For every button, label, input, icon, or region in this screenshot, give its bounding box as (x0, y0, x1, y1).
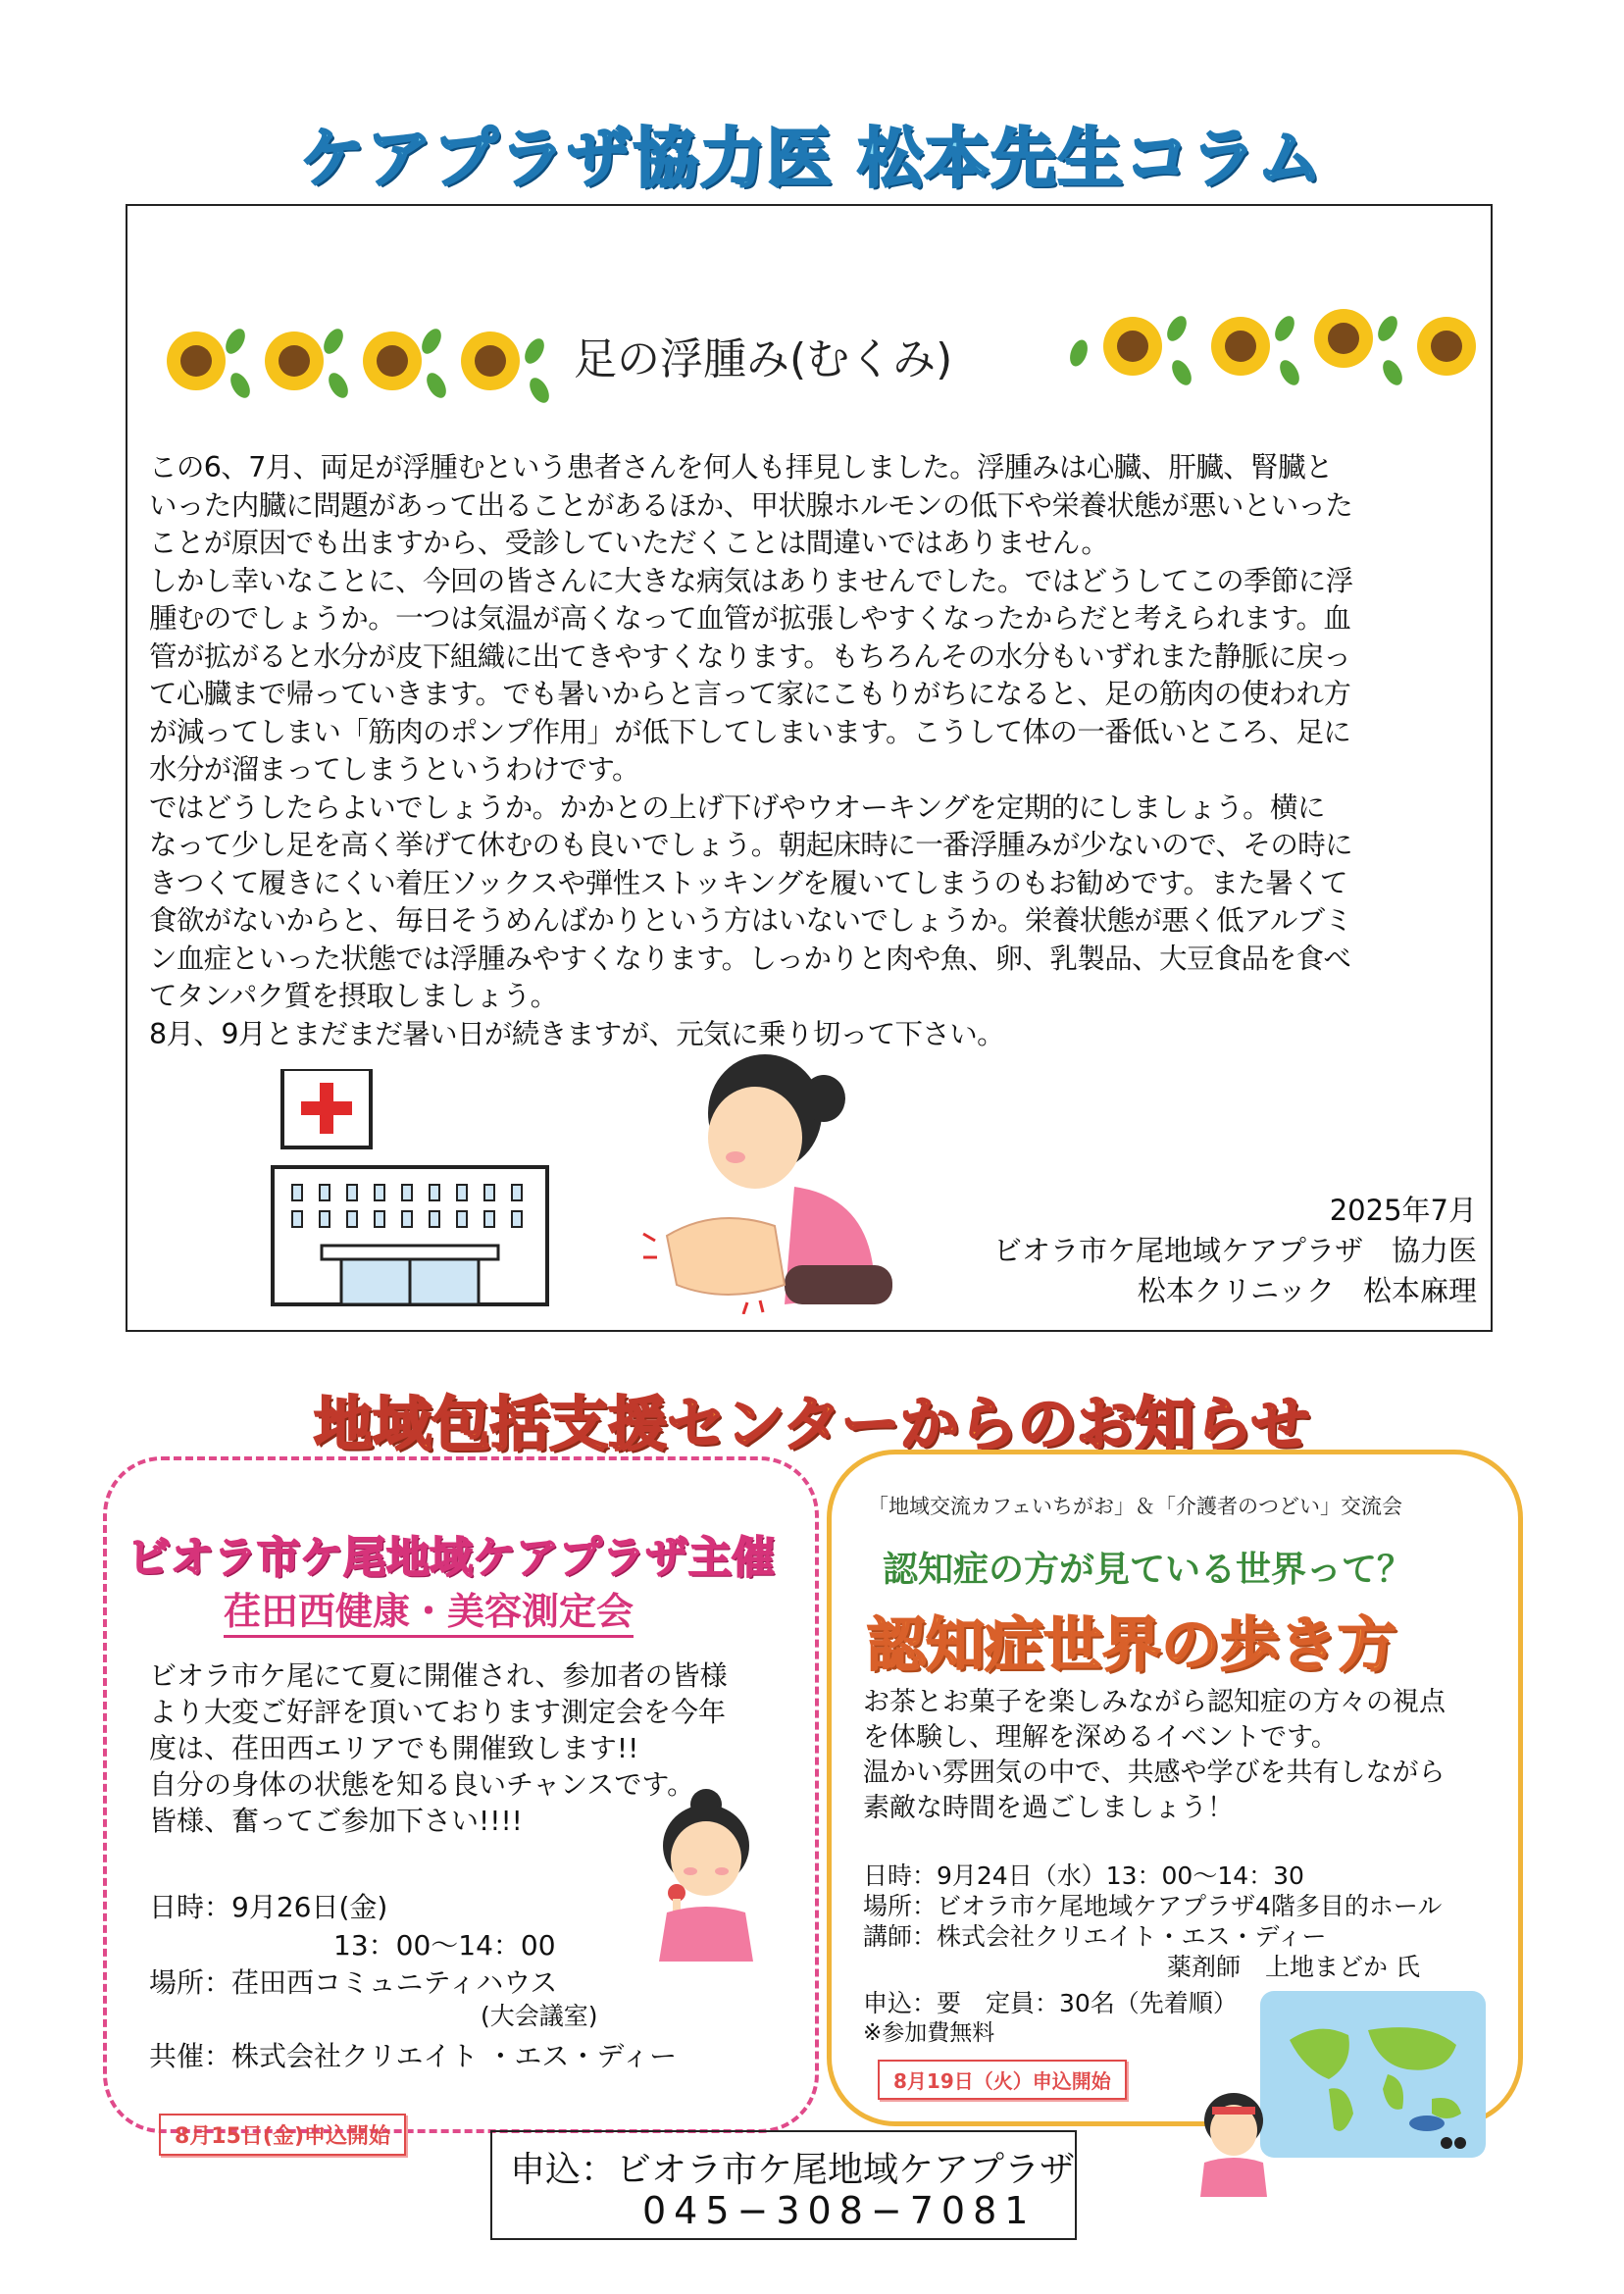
right-body-line: お茶とお菓子を楽しみながら認知症の方々の視点 (863, 1687, 1446, 1717)
column-paragraph: ことが原因でも出ますから、受診していただくことは間違いではありません。 (149, 527, 1109, 559)
left-body-line: 度は、荏田西エリアでも開催致します!! (149, 1732, 639, 1764)
right-place: 場所：ビオラ市ケ尾地域ケアプラザ4階多目的ホール (863, 1892, 1443, 1920)
left-body-line: 自分の身体の状態を知る良いチャンスです。 (149, 1768, 695, 1801)
right-body-line: 素敵な時間を過ごしましょう！ (863, 1793, 1234, 1823)
right-fee: ※参加費無料 (863, 2020, 995, 2046)
column-paragraph: 食欲がないからと、毎日そうめんばかりという方はいないでしょうか。栄養状態が悪く低アルブミ (149, 904, 1352, 937)
left-subheadline: 荏田西健康・美容測定会 (224, 1581, 634, 1638)
left-apply-start-badge: 8月15日(金)申込開始 (159, 2114, 406, 2156)
signature-org: ビオラ市ケ尾地域ケアプラザ 協力医 (992, 1234, 1477, 1267)
right-headline: 認知症世界の歩き方 (867, 1611, 1396, 1680)
column-paragraph: この6、7月、両足が浮腫むという患者さんを何人も拝見しました。浮腫みは心臓、肝臓、腎臓と (149, 451, 1333, 484)
sunflower-garland-left (157, 312, 569, 410)
sunflower-garland-right (1059, 299, 1491, 397)
column-paragraph: しかし幸いなことに、今回の皆さんに大きな病気はありませんでした。ではどうしてこの季節に浮 (149, 564, 1353, 597)
column-paragraph: 8月、9月とまだまだ暑い日が続きますが、元気に乗り切って下さい。 (149, 1017, 1005, 1050)
column-paragraph: ではどうしたらよいでしょうか。かかとの上げ下げやウオーキングを定期的にしましょう。横に (149, 790, 1325, 824)
column-paragraph: きつくて履きにくい着圧ソックスや弾性ストッキングを履いてしまうのもお勧めです。また暑くて (149, 866, 1347, 899)
column-body (149, 449, 1475, 1053)
left-body-line: より大変ご好評を頂いております測定会を今年 (149, 1696, 727, 1728)
right-apply-start-badge: 8月19日（火）申込開始 (878, 2060, 1127, 2100)
signature-clinic: 松本クリニック 松本麻理 (1137, 1274, 1477, 1307)
right-body-line: 温かい雰囲気の中で、共感や学びを共有しながら (863, 1758, 1446, 1788)
right-apply: 申込：要 定員：30名（先着順） (863, 1989, 1238, 2017)
contact-phone[interactable]: 045−308−7081 (642, 2189, 1037, 2232)
left-time: 13：00～14：00 (333, 1929, 556, 1962)
right-lecturer: 講師：株式会社クリエイト・エス・ディー (863, 1922, 1327, 1951)
column-paragraph: 腫むのでしょうか。一つは気温が高くなって血管が拡張しやすくなったからだと考えられます。血 (149, 602, 1351, 635)
signature-date: 2025年7月 (1329, 1194, 1477, 1227)
left-date: 日時：9月26日(金) (149, 1891, 388, 1923)
column-paragraph: ン血症といった状態では浮腫みやすくなります。しっかりと肉や魚、卵、乳製品、大豆食品を食べ (149, 942, 1351, 975)
right-lecturer-name: 薬剤師 上地まどか 氏 (1167, 1953, 1420, 1981)
column-paragraph: 水分が溜まってしまうというわけです。 (149, 753, 639, 786)
column-paragraph: てタンパク質を摂取しましょう。 (149, 980, 558, 1012)
contact-label: 申込：ビオラ市ケ尾地域ケアプラザ (510, 2150, 1076, 2190)
column-paragraph: が減ってしまい「筋肉のポンプ作用」が低下してしまいます。こうして体の一番低いところ、足に (149, 715, 1351, 748)
section-title: 地域包括支援センターからのお知らせ (314, 1391, 1310, 1459)
left-body-line: ビオラ市ケ尾にて夏に開催され、参加者の皆様 (149, 1659, 728, 1692)
left-place: 場所：荏田西コミュニティハウス (149, 1966, 558, 1999)
left-body-line: 皆様、奮ってご参加下さい!!!! (149, 1805, 523, 1837)
woman-beauty-illustration (647, 1785, 765, 1962)
woman-swollen-legs-illustration (637, 1040, 902, 1314)
column-paragraph: て心臓まで帰っていきます。でも暑いからと言って家にこもりがちになると、足の筋肉の使われ方 (149, 678, 1351, 710)
world-map-illustration (1260, 1991, 1486, 2158)
column-paragraph: 管が拡がると水分が皮下組織に出てきやすくなります。もちろんその水分もいずれまた静脈に戻っ (149, 639, 1351, 673)
right-event-series: 「地域交流カフェいちがお」＆「介護者のつどい」交流会 (868, 1495, 1402, 1518)
hospital-icon (263, 1069, 557, 1314)
woman-thinking-illustration (1194, 2089, 1273, 2197)
left-headline: ビオラ市ケ尾地域ケアプラザ主催 (127, 1533, 775, 1583)
right-subheadline: 認知症の方が見ている世界って？ (883, 1550, 1413, 1590)
right-body-line: を体験し、理解を深めるイベントです。 (863, 1722, 1338, 1753)
right-body (863, 1685, 1446, 1826)
left-room: (大会議室) (481, 2002, 598, 2030)
column-paragraph: いった内臓に問題があって出ることがあるほか、甲状腺ホルモンの低下や栄養状態が悪いといった (149, 488, 1353, 522)
left-cohost: 共催：株式会社クリエイト ・エス・ディー (149, 2040, 678, 2072)
column-paragraph: なって少し足を高く挙げて休むのも良いでしょう。朝起床時に一番浮腫みが少ないので、その時に (149, 829, 1353, 861)
article-title: 足の浮腫み(むくみ) (574, 334, 953, 384)
right-datetime: 日時：9月24日（水）13：00～14：30 (863, 1861, 1304, 1890)
page-title: ケアプラザ協力医 松本先生コラム (299, 121, 1325, 196)
